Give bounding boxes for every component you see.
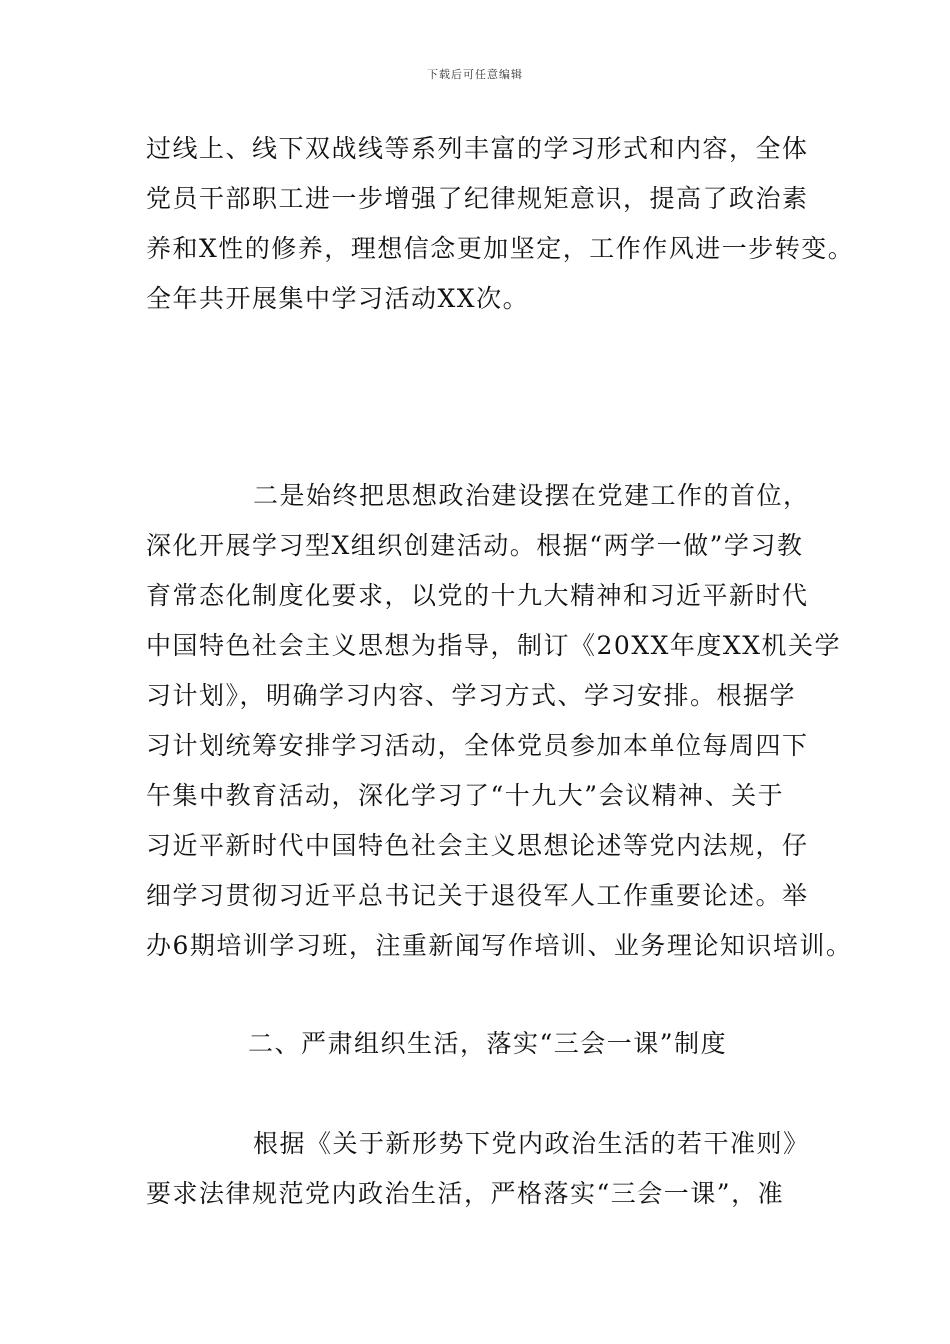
paragraph-line: 二是始终把思想政治建设摆在党建工作的首位，	[253, 481, 810, 510]
paragraph-line: 细学习贯彻习近平总书记关于退役军人工作重要论述。举	[146, 881, 809, 910]
paragraph-line: 深化开展学习型X组织创建活动。根据“两学一做”学习教	[146, 531, 804, 560]
paragraph-line: 办6期培训学习班，注重新闻写作培训、业务理论知识培训。	[146, 931, 853, 960]
paragraph-line: 过线上、线下双战线等系列丰富的学习形式和内容，全体	[146, 134, 809, 163]
paragraph-line: 习计划统筹安排学习活动，全体党员参加本单位每周四下	[146, 731, 809, 760]
paragraph-line: 习近平新时代中国特色社会主义思想论述等党内法规，仔	[146, 831, 809, 860]
paragraph-line: 党员干部职工进一步增强了纪律规矩意识，提高了政治素	[146, 184, 809, 213]
paragraph-line: 根据《关于新形势下党内政治生活的若干准则》	[253, 1129, 810, 1158]
header-note: 下载后可任意编辑	[427, 68, 523, 81]
paragraph-line: 全年共开展集中学习活动XX次。	[146, 284, 530, 313]
section-heading: 二、严肃组织生活，落实“三会一课”制度	[248, 1029, 728, 1058]
paragraph-line: 习计划》，明确学习内容、学习方式、学习安排。根据学	[146, 681, 797, 710]
paragraph-line: 要求法律规范党内政治生活，严格落实“三会一课”，准	[146, 1179, 785, 1208]
paragraph-line: 中国特色社会主义思想为指导，制订《20XX年度XX机关学	[146, 631, 842, 660]
paragraph-line: 午集中教育活动，深化学习了“十九大”会议精神、关于	[146, 781, 785, 810]
paragraph-line: 育常态化制度化要求，以党的十九大精神和习近平新时代	[146, 581, 809, 610]
paragraph-line: 养和X性的修养，理想信念更加坚定，工作作风进一步转变。	[146, 234, 855, 263]
